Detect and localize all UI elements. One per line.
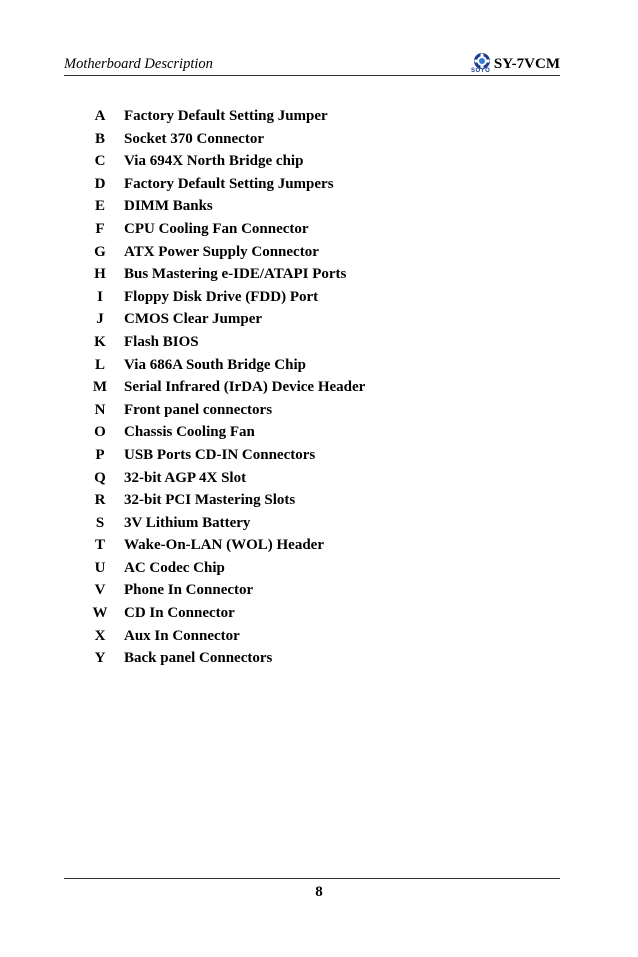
- list-item: [76, 176, 536, 199]
- item-letter: W: [92, 605, 108, 622]
- list-item: [76, 266, 536, 289]
- item-letter: Y: [94, 650, 106, 667]
- item-description: ATX Power Supply Connector: [124, 243, 319, 260]
- list-item: [76, 605, 536, 628]
- item-letter: H: [94, 266, 106, 283]
- component-list: [76, 108, 536, 673]
- item-description: Back panel Connectors: [124, 650, 273, 667]
- item-description: Via 694X North Bridge chip: [124, 153, 304, 170]
- list-item: [76, 108, 536, 131]
- item-letter: L: [94, 356, 105, 373]
- list-item: [76, 582, 536, 605]
- footer-rule: [64, 878, 560, 879]
- list-item: [76, 379, 536, 402]
- list-item: [76, 515, 536, 538]
- item-description: AC Codec Chip: [124, 559, 225, 576]
- item-description: CPU Cooling Fan Connector: [124, 220, 309, 237]
- item-letter: N: [94, 401, 106, 418]
- item-description: USB Ports CD-IN Connectors: [124, 446, 316, 463]
- list-item: [76, 537, 536, 560]
- item-letter: Q: [94, 469, 106, 486]
- list-item: [76, 131, 536, 154]
- item-letter: D: [94, 175, 106, 192]
- item-letter: J: [96, 311, 104, 328]
- page-header: [64, 52, 560, 76]
- item-letter: G: [94, 243, 106, 260]
- header-title: Motherboard Description: [64, 56, 213, 72]
- item-letter: R: [94, 492, 106, 509]
- item-description: Phone In Connector: [124, 582, 254, 599]
- item-letter: P: [95, 446, 105, 463]
- item-letter: A: [94, 108, 106, 124]
- item-letter: U: [94, 559, 106, 576]
- item-description: Serial Infrared (IrDA) Device Header: [124, 379, 366, 396]
- item-letter: V: [94, 582, 106, 599]
- item-letter: E: [94, 198, 105, 215]
- item-letter: O: [94, 424, 106, 441]
- list-item: [76, 334, 536, 357]
- item-description: CMOS Clear Jumper: [124, 311, 263, 328]
- item-description: Factory Default Setting Jumpers: [124, 175, 334, 192]
- item-letter: M: [92, 379, 108, 396]
- item-description: CD In Connector: [124, 605, 235, 622]
- list-item: [76, 221, 536, 244]
- item-letter: F: [95, 220, 105, 237]
- list-item: [76, 289, 536, 312]
- item-letter: T: [94, 537, 105, 554]
- item-description: Aux In Connector: [124, 627, 240, 644]
- list-item: [76, 153, 536, 176]
- item-letter: I: [97, 288, 103, 305]
- list-item: [76, 244, 536, 267]
- item-description: Wake-On-LAN (WOL) Header: [124, 537, 324, 554]
- item-letter: K: [94, 333, 106, 350]
- list-item: [76, 402, 536, 425]
- item-letter: C: [94, 153, 106, 170]
- logo-text: SOYO: [471, 68, 491, 74]
- item-description: 32-bit AGP 4X Slot: [124, 469, 247, 486]
- item-description: Socket 370 Connector: [124, 130, 264, 147]
- list-item: [76, 424, 536, 447]
- item-description: 3V Lithium Battery: [124, 514, 251, 531]
- header-rule: [64, 75, 560, 76]
- list-item: [76, 198, 536, 221]
- list-item: [76, 470, 536, 493]
- item-description: Bus Mastering e-IDE/ATAPI Ports: [124, 266, 347, 283]
- list-item: [76, 492, 536, 515]
- item-description: Floppy Disk Drive (FDD) Port: [124, 288, 319, 305]
- item-description: Chassis Cooling Fan: [124, 424, 255, 441]
- item-description: Front panel connectors: [124, 401, 273, 418]
- item-letter: S: [95, 514, 105, 531]
- list-item: [76, 357, 536, 380]
- item-description: 32-bit PCI Mastering Slots: [124, 492, 296, 509]
- list-item: [76, 650, 536, 673]
- item-description: Flash BIOS: [124, 333, 199, 350]
- list-item: [76, 447, 536, 470]
- item-description: DIMM Banks: [124, 198, 213, 215]
- item-letter: B: [94, 130, 105, 147]
- model-name: SY-7VCM: [493, 56, 560, 72]
- list-item: [76, 560, 536, 583]
- list-item: [76, 311, 536, 334]
- list-item: [76, 628, 536, 651]
- page-number: 8: [315, 884, 323, 900]
- item-letter: X: [94, 627, 106, 644]
- item-description: Via 686A South Bridge Chip: [124, 356, 306, 373]
- item-description: Factory Default Setting Jumper: [124, 108, 328, 124]
